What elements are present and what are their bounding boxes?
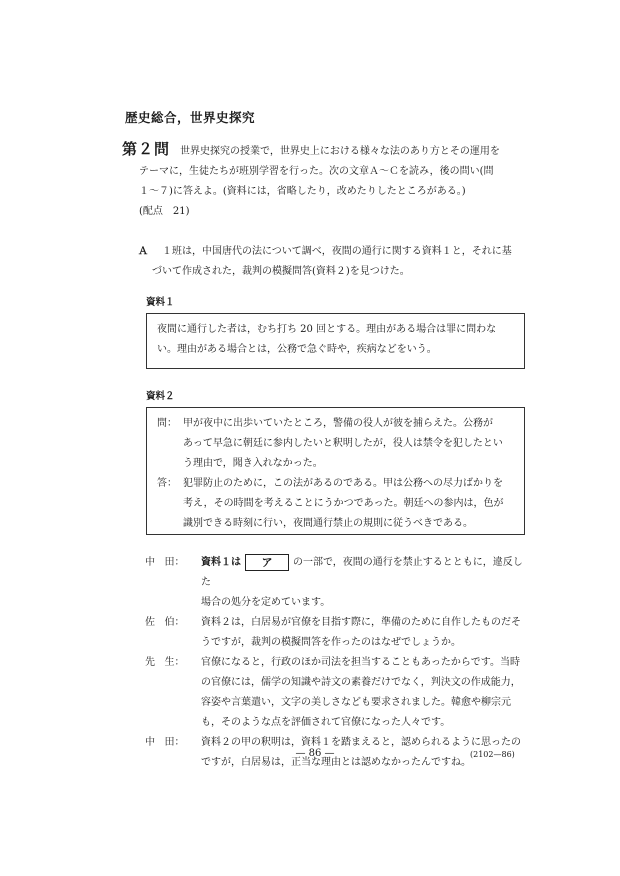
dialogue-text: の一部で，夜間の通行を禁止するとともに，違反した <box>201 557 523 588</box>
dialogue-entry <box>145 553 530 613</box>
doc2-box <box>146 407 525 535</box>
doc2-answer-line: 考え，その時間を考えることにうかつであった。朝廷への参内は，色が <box>183 498 504 509</box>
speaker-name: 佐 伯： <box>145 617 185 628</box>
speaker-name: 先 生： <box>145 657 185 668</box>
doc2-label: 資料２ <box>146 391 175 402</box>
dialogue-entry <box>145 613 530 653</box>
doc2-answer <box>157 474 514 534</box>
dialogue-text: の官僚には，儒学の知識や詩文の素養だけでなく，判決文の作成能力， <box>201 677 521 688</box>
doc2-question <box>157 414 514 474</box>
dialogue-text: も，そのような点を評価されて官僚になった人々です。 <box>201 717 451 728</box>
part-a-text-line: づいて作成された，裁判の模擬問答(資料２)を見つけた。 <box>152 266 410 277</box>
question-points: (配点 21) <box>139 206 190 217</box>
dialogue <box>145 553 530 773</box>
dialogue-text: うですが，裁判の模擬問答を作ったのはなぜでしょうか。 <box>201 637 461 648</box>
doc2-question-line: う理由で，聞き入れなかった。 <box>183 458 323 469</box>
dialogue-text: ですが，白居易は，正当な理由とは認めなかったんですね。 <box>201 757 471 768</box>
dialogue-text: 容姿や言葉遣い，文字の美しさなども要求されました。韓愈や柳宗元 <box>201 697 511 708</box>
page-code: (2102—86) <box>470 750 515 759</box>
doc1-label: 資料１ <box>146 297 175 308</box>
speaker-name: 中 田： <box>145 737 185 748</box>
part-a-intro <box>138 242 528 282</box>
dialogue-text: 資料２は，白居易が官僚を目指す際に，準備のために自作したものだそ <box>201 617 521 628</box>
doc2-question-line: あって早急に朝廷に参内したいと釈明したが，役人は禁令を犯したとい <box>183 438 503 449</box>
question-number: 第２問 <box>122 140 171 158</box>
dialogue-entry <box>145 653 530 733</box>
doc1-text-line: い。理由がある場合とは，公務で急ぐ時や，疾病などをいう。 <box>157 344 437 355</box>
question-text-line: テーマに，生徒たちが班別学習を行った。次の文章Ａ～Ｃを読み，後の問い(問 <box>139 166 494 177</box>
doc1-text-line: 夜間に通行した者は，むち打ち 20 回とする。理由がある場合は罪に問わな <box>157 324 497 335</box>
doc2-answer-tag: 答： <box>157 478 177 489</box>
doc1-box <box>146 313 525 369</box>
question-header <box>122 139 522 222</box>
answer-blank-a: ア <box>245 554 289 571</box>
dialogue-text: 官僚になると，行政のほか司法を担当することもあったからです。当時 <box>201 657 520 668</box>
part-a-label: Ａ <box>138 246 148 257</box>
question-text-line: 世界史探究の授業で，世界史上における様々な法のあり方とその運用を <box>180 146 500 157</box>
doc2-answer-line: 識別できる時刻に行い，夜間通行禁止の規則に従うべきである。 <box>183 518 473 529</box>
dialogue-text: 資料２の甲の釈明は，資料１を踏まえると，認められるように思ったの <box>201 737 521 748</box>
section-title: 歴史総合，世界史探究 <box>125 110 256 125</box>
dialogue-text: 場合の処分を定めています。 <box>201 597 331 608</box>
part-a-text-line: １班は，中国唐代の法について調べ，夜間の通行に関する資料１と，それに基 <box>162 246 512 257</box>
doc2-question-line: 甲が夜中に出歩いていたところ，警備の役人が彼を捕らえた。公務が <box>183 418 493 429</box>
question-text-line: １～７)に答えよ。(資料には，省略したり，改めたりしたところがある。) <box>139 186 466 197</box>
doc2-answer-line: 犯罪防止のために，この法があるのである。甲は公務への尽力ばかりを <box>183 478 503 489</box>
speaker-name: 中 田： <box>145 557 185 568</box>
dialogue-text: 資料１は <box>201 557 241 568</box>
doc2-question-tag: 問： <box>157 418 177 429</box>
page-number: — 86 — <box>295 748 335 759</box>
